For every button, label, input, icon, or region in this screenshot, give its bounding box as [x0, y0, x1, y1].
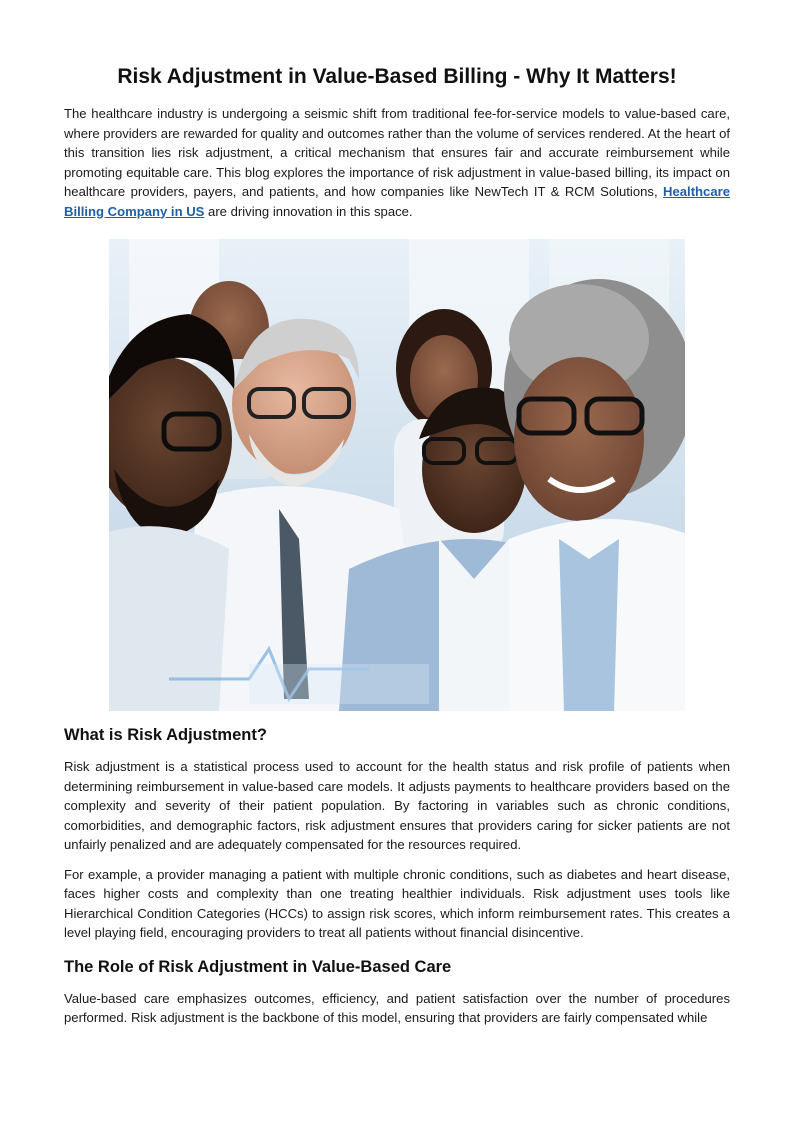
healthcare-team-photo: [109, 239, 685, 711]
page-title: Risk Adjustment in Value-Based Billing - Why It Matters!: [117, 65, 677, 88]
healthcare-billing-link[interactable]: Healthcare Billing Company in US: [64, 184, 730, 219]
section-heading-what-is: What is Risk Adjustment?: [64, 726, 267, 744]
intro-text-before-link: The healthcare industry is undergoing a seismic shift from traditional fee-for-service models to value-based care, where providers are rewarded for quality and outcomes rather than the volume of services rendered. At the heart of this transition lies risk adjustment, a critical mechanism that ensures fair and accurate reimbursement while promoting equitable care. This blog explores the importance of risk adjustment in value-based billing, its impact on healthcare providers, payers, and patients, and how companies like NewTech IT & RCM Solutions,: [64, 106, 730, 199]
section-heading-role: The Role of Risk Adjustment in Value-Based Care: [64, 957, 452, 976]
section1-paragraph-2: For example, a provider managing a patient with multiple chronic conditions, such as diabetes and heart disease, faces higher costs and complexity than one treating healthier individuals. Risk adjustment uses tools like Hierarchical Condition Categories (HCCs) to assign risk scores, which inform reimbursement rates. This creates a level playing field, encouraging providers to treat all patients without financial disincentive.: [64, 866, 730, 940]
intro-text-after-link: are driving innovation in this space.: [204, 203, 413, 219]
intro-paragraph: [64, 104, 730, 221]
section1-paragraph-1: Risk adjustment is a statistical process used to account for the health status and risk profile of patients when determining reimbursement in value-based care models. It adjusts payments to healthcare providers based on the complexity and severity of their patient population. By factoring in variables such as chronic conditions, comorbidities, and demographic factors, risk adjustment ensures that providers caring for sicker patients are not unfairly penalized and are adequately compensated for the resources required.: [64, 759, 730, 852]
section2-paragraph-1: Value-based care emphasizes outcomes, efficiency, and patient satisfaction over the number of procedures performed. Risk adjustment is the backbone of this model, ensuring that providers are fairly compensated while: [64, 990, 730, 1025]
document-page: [64, 62, 730, 1028]
